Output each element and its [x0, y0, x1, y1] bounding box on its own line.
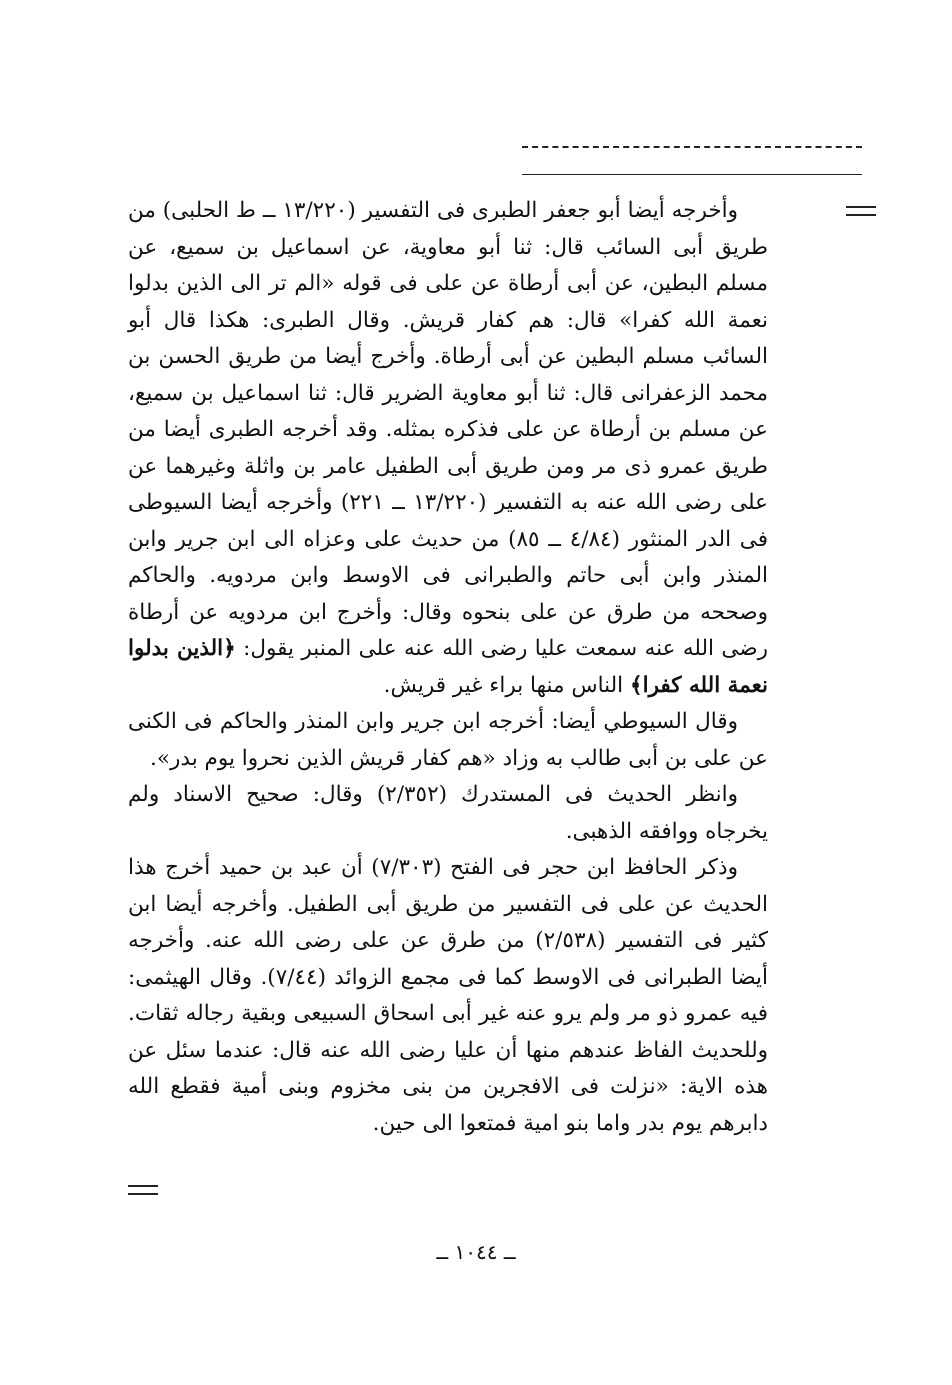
paragraph-1-text: وأخرجه أيضا أبو جعفر الطبرى فى التفسير (١٣/٢٢٠ ــ ط الحلبى) من طريق أبى السائب قال: ثنا أبو معاوية، عن اسماعيل بن سميع، عن مسلم البطين، عن أبى أرطاة عن على فى قوله «الم تر الى الذين بدلوا نعمة الله كفرا» قال: هم كفار قريش. وقال الطبرى: هكذا قال أبو السائب مسلم البطين عن أبى أرطاة. وأخرج أيضا من طريق الحسن بن محمد الزعفرانى قال: ثنا أبو معاوية الضرير قال: ثنا اسماعيل بن سميع، عن مسلم بن أرطاة عن على فذكره بمثله. وقد أخرجه الطبرى أيضا من طريق عمرو ذى مر ومن طريق أبى الطفيل عامر بن واثلة وغيرهما عن على رضى الله عنه به التفسير (١٣/٢٢٠ ــ ٢٢١) وأخرجه أيضا السيوطى فى الدر المنثور (٤/٨٤ ــ ٨٥) من حديث على وعزاه الى ابن جرير وابن المنذر وابن أبى حاتم والطبرانى فى الاوسط وابن مردويه. والحاكم وصححه من طرق عن على بنحوه وقال: وأخرج ابن مردويه عن أرطاة رضى الله عنه سمعت عليا رضى الله عنه على المنبر يقول: [128, 198, 768, 661]
footnote-text [128, 193, 768, 1142]
page-number: ــ ١٠٤٤ ــ [436, 1240, 516, 1264]
footnote-paragraph-2 [128, 704, 768, 777]
header-dashed-rule [522, 146, 862, 148]
footnote-paragraph-4 [128, 850, 768, 1142]
footnote-paragraph-1 [128, 193, 768, 704]
paragraph-1-ending: الناس منها براء غير قريش. [383, 672, 630, 698]
footnote-paragraph-3 [128, 777, 768, 850]
paragraph-3-text: وانظر الحديث فى المستدرك (٢/٣٥٢) وقال: صحيح الاسناد ولم يخرجاه ووافقه الذهبى. [128, 782, 768, 844]
paragraph-4-text: وذكر الحافظ ابن حجر فى الفتح (٧/٣٠٣) أن عبد بن حميد أخرج هذا الحديث عن على فى التفسير من طريق أبى الطفيل. وأخرجه أيضا ابن كثير فى التفسير (٢/٥٣٨) من طرق عن على رضى الله عنه. وأخرجه أيضا الطبرانى فى الاوسط كما فى مجمع الزوائد (٧/٤٤). وقال الهيثمى: فيه عمرو ذو مر ولم يرو عنه غير أبى اسحاق السبيعى وبقية رجاله ثقات. وللحديث الفاظ عندهم منها أن عليا رضى الله عنه قال: عندما سئل عن هذه الاية: «نزلت فى الافجرين من بنى مخزوم وبنى أمية فقطع الله دابرهم يوم بدر واما بنو امية فمتعوا الى حين. [128, 855, 768, 1136]
footnote-separator-rule [522, 174, 862, 175]
continuation-mark-bottom [128, 1185, 158, 1195]
paragraph-2-text: وقال السيوطي أيضا: أخرجه ابن جرير وابن المنذر والحاكم فى الكنى عن على بن أبى طالب به وزاد «هم كفار قريش الذين نحروا يوم بدر». [128, 709, 768, 771]
quran-quote: ﴿الذين بدلوا نعمة الله كفرا﴾ [128, 636, 768, 698]
continuation-mark-top [846, 206, 876, 216]
